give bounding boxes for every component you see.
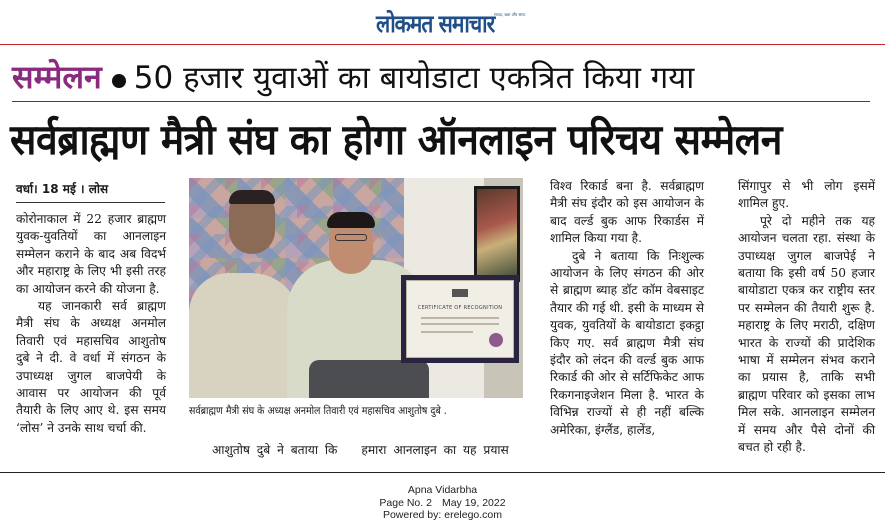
masthead-divider xyxy=(0,44,885,45)
certificate-logo xyxy=(452,289,468,297)
paragraph: यह जानकारी सर्व ब्राह्मण मैत्री संघ के अध्यक्ष अनमोल तिवारी एवं महासचिव आशुतोष दुबे ने दी. वे वर्धा में संगठन के उपाध्यक्ष जुगल बाजपेयी के आवास पर आयोजन की पूर्व तैयारी के लिए आए थे. इस समय ‘लोस’ ने उनके साथ चर्चा की. xyxy=(16,299,166,435)
dateline: वर्धा। 18 मई । लोस xyxy=(16,182,109,196)
footer-divider xyxy=(0,472,885,473)
paragraph: कोरोनाकाल में 22 हजार ब्राह्मण युवक-युवतियों का आनलाइन सम्मेलन कराने के बाद अब विदर्भ और महाराष्ट्र के लिए भी इसी तरह का आयोजन करने की योजना है. xyxy=(16,212,166,296)
framed-painting xyxy=(474,186,520,282)
newspaper-logo: लोकमत समाचार xyxy=(376,10,495,38)
page-number: Page No. 2 xyxy=(379,496,432,509)
paragraph: विश्व रिकार्ड बना है. सर्वब्राह्मण मैत्री संघ इंदौर को इस आयोजन के बाद वर्ल्ड बुक आफ रिकार्डस में शामिल किया गया है. xyxy=(550,179,704,246)
framed-certificate xyxy=(401,275,519,363)
article-column-4 xyxy=(738,178,875,457)
publication-name: Apna Vidarbha xyxy=(407,484,478,496)
publish-date: May 19, 2022 xyxy=(441,496,506,509)
dateline-divider xyxy=(16,202,165,203)
certificate-title: CERTIFICATE OF RECOGNITION xyxy=(417,305,503,311)
article-column-1 xyxy=(16,211,166,437)
kicker xyxy=(12,55,882,101)
person-left xyxy=(189,273,301,398)
paragraph: सिंगापुर से भी लोग इसमें शामिल हुए. xyxy=(738,179,875,211)
photo-caption: सर्वब्राह्मण मैत्री संघ के अध्यक्ष अनमोल तिवारी एवं महासचिव आशुतोष दुबे . xyxy=(189,405,447,417)
kicker-tag: सम्मेलन xyxy=(12,58,102,96)
bullet-icon xyxy=(112,74,126,88)
headline: सर्वब्राह्मण मैत्री संघ का होगा ऑनलाइन परिचय सम्मेलन xyxy=(10,115,782,164)
paragraph: दुबे ने बताया कि निःशुल्क आयोजन के लिए संगठन की ओर से ब्राह्मण ब्याह डॉट कॉम वेबसाइट तैयार की गई थी. इसी के माध्यम से युवक, युवतियों के बायोडाटा इकट्ठा किए गए. सर्व ब्राह्मण मैत्री संघ इंदौर को लंदन की वर्ल्ड बुक आफ रिकार्ड की ओर से सर्टिफिकेट आफ रिकगनाइजेशन मिला है. भारत के विभिन्न राज्यों से ही नहीं बल्कि अमेरिका, इंग्लैंड, हालेंड, xyxy=(550,248,704,437)
masthead xyxy=(0,8,885,40)
powered-by: Powered by: erelego.com xyxy=(382,509,503,521)
kicker-text: 50 हजार युवाओं का बायोडाटा एकत्रित किया गया xyxy=(133,60,695,96)
page-footer xyxy=(0,484,885,522)
masthead-tagline: सच्चा, खरा और साफ xyxy=(494,12,526,17)
article-column-3 xyxy=(550,178,704,439)
paragraph: पूरे दो महीने तक यह आयोजन चलता रहा. संस्था के उपाध्यक्ष जुगल बाजपेई ने बताया कि इसी वर्ष 50 हजार बायोडाटा एकत्र कर राष्ट्रीय स्तर पर सम्मेलन की तैयारी शुरू है. महाराष्ट्र के लिए मराठी, दक्षिण भारत के राज्यों की प्रादेशिक भाषा में सम्मेलन संभव कराने का प्रयास है, ताकि सभी ब्राह्मण परिवार को इसका लाभ मिल सके. आनलाइन सम्मेलन में समय और पैसे दोनों की बचत हो रही है. xyxy=(738,213,875,455)
article-photo xyxy=(189,178,523,398)
kicker-divider xyxy=(12,101,870,102)
text-fragment: हमारा आनलाइन का यह प्रयास xyxy=(361,443,509,457)
certificate-seal-icon xyxy=(489,333,503,347)
article-column-2-continuation xyxy=(212,441,532,458)
glasses-icon xyxy=(335,234,367,241)
text-fragment: आशुतोष दुबे ने बताया कि xyxy=(212,443,338,457)
